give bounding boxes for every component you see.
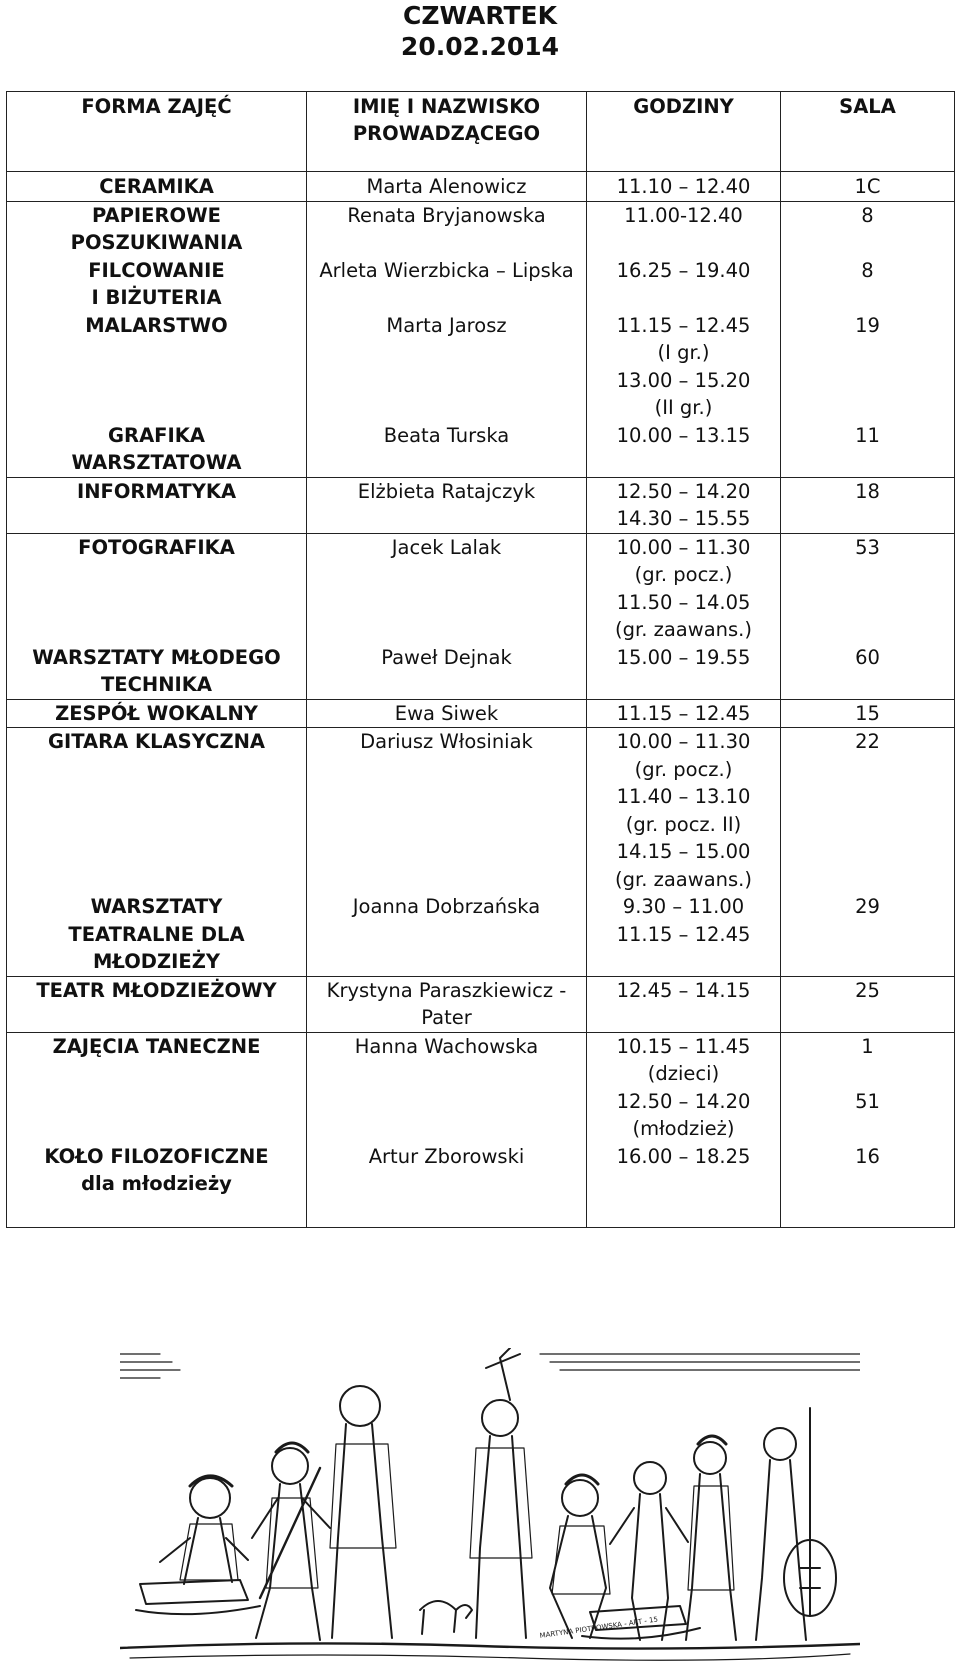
cell-godziny <box>587 201 781 257</box>
cell-forma <box>7 172 307 202</box>
table-row <box>7 533 955 644</box>
cell-godziny-line: 10.15 – 11.45 <box>616 1034 751 1058</box>
cell-godziny <box>587 976 781 1032</box>
cell-sala-line: 53 <box>855 535 880 559</box>
cell-godziny-line: 11.15 – 12.45 <box>616 701 751 725</box>
cell-forma <box>7 533 307 644</box>
cell-prowadzacy <box>307 728 587 894</box>
cell-godziny-line: 11.50 – 14.05 <box>616 590 751 614</box>
cell-prowadzacy-line: Ewa Siwek <box>394 701 499 725</box>
cell-forma-line: CERAMIKA <box>99 175 214 198</box>
cell-prowadzacy <box>307 699 587 728</box>
cell-godziny <box>587 1143 781 1228</box>
cell-forma-line: WARSZTATY MŁODEGO <box>32 645 281 669</box>
cell-godziny <box>587 728 781 894</box>
cell-forma-line: MŁODZIEŻY <box>93 950 220 973</box>
cell-godziny-line: 11.40 – 13.10 <box>616 785 751 808</box>
cell-sala-line <box>781 1060 954 1088</box>
cell-forma <box>7 257 307 312</box>
column-header-godziny: GODZINY <box>587 92 781 172</box>
day-title: CZWARTEK <box>403 1 557 30</box>
cell-godziny-line: 14.30 – 15.55 <box>616 507 751 530</box>
cell-forma-line: TEATRALNE DLA <box>68 922 245 946</box>
cell-sala <box>781 312 955 422</box>
table-row <box>7 699 955 728</box>
cell-forma <box>7 201 307 257</box>
cell-godziny-line: (gr. pocz. II) <box>625 812 742 836</box>
cell-godziny-line: 11.15 – 12.45 <box>616 313 751 337</box>
cell-forma-line: TECHNIKA <box>100 673 213 696</box>
cell-godziny <box>587 699 781 728</box>
schedule-body <box>7 172 955 1228</box>
cell-godziny-line: 15.00 – 19.55 <box>616 645 751 669</box>
cell-sala-line: 1 <box>861 1034 874 1058</box>
cell-prowadzacy <box>307 976 587 1032</box>
cell-forma <box>7 699 307 728</box>
cell-prowadzacy-line: Artur Zborowski <box>368 1144 525 1168</box>
schedule-table <box>6 91 955 1228</box>
table-row <box>7 477 955 533</box>
cell-godziny-line: 10.00 – 11.30 <box>616 535 751 559</box>
cell-sala-line: 60 <box>855 645 880 669</box>
cell-godziny-line: 16.25 – 19.40 <box>616 258 751 282</box>
cell-forma <box>7 1032 307 1143</box>
cell-godziny-line: 10.00 – 11.30 <box>616 730 751 753</box>
cell-sala-line: 19 <box>855 313 880 337</box>
cell-forma-line: dla młodzieży <box>81 1172 232 1195</box>
cell-sala <box>781 422 955 478</box>
cell-prowadzacy-line: Marta Alenowicz <box>366 175 527 198</box>
cell-prowadzacy-line: Paweł Dejnak <box>381 645 512 669</box>
cell-prowadzacy <box>307 257 587 312</box>
cell-forma <box>7 976 307 1032</box>
cell-godziny <box>587 477 781 533</box>
cell-prowadzacy-line: Arleta Wierzbicka – Lipska <box>319 258 574 282</box>
cell-prowadzacy-line: Renata Bryjanowska <box>347 203 546 227</box>
cell-sala <box>781 893 955 976</box>
cell-forma-line: WARSZTATY <box>90 895 223 918</box>
cell-forma-line: ZAJĘCIA TANECZNE <box>52 1034 261 1058</box>
table-row <box>7 201 955 257</box>
cell-sala-line: 11 <box>855 423 880 447</box>
cell-sala-line: 51 <box>855 1089 880 1113</box>
cell-godziny <box>587 644 781 700</box>
cell-godziny <box>587 257 781 312</box>
cell-godziny-line: 11.15 – 12.45 <box>616 922 751 946</box>
illustration-caption: MARTYNA PIOTROWSKA - ART - 15 <box>539 1615 659 1640</box>
cell-forma <box>7 893 307 976</box>
cell-godziny-line: (dzieci) <box>647 1062 720 1085</box>
cell-forma <box>7 477 307 533</box>
cell-prowadzacy <box>307 1143 587 1228</box>
table-row <box>7 644 955 700</box>
cell-forma-line: TEATR MŁODZIEŻOWY <box>36 978 277 1002</box>
table-row <box>7 172 955 202</box>
cell-sala <box>781 699 955 728</box>
cell-godziny-line: (gr. pocz.) <box>634 757 733 781</box>
cell-prowadzacy <box>307 312 587 422</box>
cell-prowadzacy <box>307 172 587 202</box>
cell-godziny-line: 12.50 – 14.20 <box>616 479 751 503</box>
cell-sala-line: 8 <box>861 258 874 282</box>
table-row <box>7 257 955 312</box>
cell-godziny-line: (gr. zaawans.) <box>615 618 752 641</box>
cell-sala <box>781 533 955 644</box>
cell-forma <box>7 1143 307 1228</box>
cell-sala <box>781 976 955 1032</box>
cell-sala <box>781 172 955 202</box>
cell-sala <box>781 477 955 533</box>
cell-sala <box>781 728 955 894</box>
cell-prowadzacy <box>307 644 587 700</box>
table-row <box>7 1143 955 1228</box>
column-header-prowadzacy: IMIĘ I NAZWISKO PROWADZĄCEGO <box>307 92 587 172</box>
cell-forma <box>7 422 307 478</box>
cell-godziny-line: 16.00 – 18.25 <box>616 1144 751 1168</box>
cell-godziny-line: 10.00 – 13.15 <box>616 423 751 447</box>
cell-godziny <box>587 172 781 202</box>
cell-godziny-line: 14.15 – 15.00 <box>616 840 751 863</box>
column-header-sala: SALA <box>781 92 955 172</box>
cell-sala <box>781 1143 955 1228</box>
column-header-forma: FORMA ZAJĘĆ <box>7 92 307 172</box>
cell-prowadzacy-line: Dariusz Włosiniak <box>360 730 533 753</box>
cell-sala-line: 25 <box>855 978 880 1002</box>
cell-godziny-line: (gr. pocz.) <box>634 563 733 586</box>
cell-godziny-line: 11.10 – 12.40 <box>616 175 751 198</box>
cell-forma-line: FOTOGRAFIKA <box>78 535 235 559</box>
cell-sala-line: 8 <box>861 203 874 227</box>
cell-godziny-line: (młodzież) <box>632 1117 735 1140</box>
cell-godziny-line: 13.00 – 15.20 <box>616 368 751 392</box>
cell-forma <box>7 644 307 700</box>
table-row <box>7 422 955 478</box>
cell-sala <box>781 257 955 312</box>
cell-sala-line: 22 <box>855 730 880 753</box>
cell-sala <box>781 1032 955 1143</box>
table-row <box>7 312 955 422</box>
cell-godziny <box>587 312 781 422</box>
cell-prowadzacy-line: Joanna Dobrzańska <box>352 895 541 918</box>
cell-sala-line: 18 <box>855 479 880 503</box>
cell-sala <box>781 201 955 257</box>
table-row <box>7 893 955 976</box>
date-title: 20.02.2014 <box>400 32 560 61</box>
cell-prowadzacy-line: Pater <box>421 1006 472 1029</box>
cell-forma <box>7 728 307 894</box>
cell-godziny <box>587 422 781 478</box>
cell-sala-line: 29 <box>855 895 880 918</box>
table-header-row <box>7 92 955 172</box>
cell-godziny <box>587 533 781 644</box>
cell-godziny-line: (gr. zaawans.) <box>615 867 752 891</box>
table-row <box>7 728 955 894</box>
cell-sala-line: 16 <box>855 1144 880 1168</box>
table-row <box>7 1032 955 1143</box>
cell-prowadzacy-line: Hanna Wachowska <box>354 1034 539 1058</box>
cell-sala-line: 1C <box>854 175 881 198</box>
cell-prowadzacy-line: Marta Jarosz <box>386 313 507 337</box>
cell-prowadzacy-line: Elżbieta Ratajczyk <box>357 479 536 503</box>
cell-godziny-line: 11.00-12.40 <box>624 203 743 227</box>
cell-prowadzacy-line: Krystyna Paraszkiewicz - <box>326 978 567 1002</box>
cell-prowadzacy <box>307 201 587 257</box>
cell-forma <box>7 312 307 422</box>
cell-godziny <box>587 893 781 976</box>
cell-prowadzacy-line: Beata Turska <box>383 423 510 447</box>
table-row <box>7 976 955 1032</box>
cell-sala-line: 15 <box>855 701 880 725</box>
cell-forma-line: POSZUKIWANIA <box>70 231 243 254</box>
cell-forma-line: MALARSTWO <box>85 313 228 337</box>
cell-prowadzacy <box>307 893 587 976</box>
cell-prowadzacy <box>307 422 587 478</box>
cell-godziny-line: (II gr.) <box>654 396 713 419</box>
cell-forma-line: FILCOWANIE <box>88 258 225 282</box>
cell-godziny-line: 12.50 – 14.20 <box>616 1089 751 1113</box>
cell-forma-line: I BIŻUTERIA <box>91 286 222 309</box>
children-sketch-illustration <box>120 1348 860 1668</box>
cell-forma-line: PAPIEROWE <box>92 203 221 227</box>
cell-forma-line: KOŁO FILOZOFICZNE <box>44 1144 269 1168</box>
cell-godziny-line: 12.45 – 14.15 <box>616 978 751 1002</box>
cell-godziny-line: (I gr.) <box>657 341 710 364</box>
cell-forma-line: INFORMATYKA <box>76 479 237 503</box>
cell-godziny <box>587 1032 781 1143</box>
cell-forma-line: GRAFIKA <box>108 423 205 447</box>
page-title <box>0 0 960 62</box>
cell-prowadzacy-line: Jacek Lalak <box>391 535 502 559</box>
cell-prowadzacy <box>307 533 587 644</box>
cell-prowadzacy <box>307 1032 587 1143</box>
cell-sala <box>781 644 955 700</box>
cell-forma-line: ZESPÓŁ WOKALNY <box>55 701 258 725</box>
cell-forma-line: GITARA KLASYCZNA <box>48 730 265 753</box>
cell-prowadzacy <box>307 477 587 533</box>
cell-godziny-line: 9.30 – 11.00 <box>622 895 745 918</box>
cell-forma-line: WARSZTATOWA <box>71 451 242 474</box>
